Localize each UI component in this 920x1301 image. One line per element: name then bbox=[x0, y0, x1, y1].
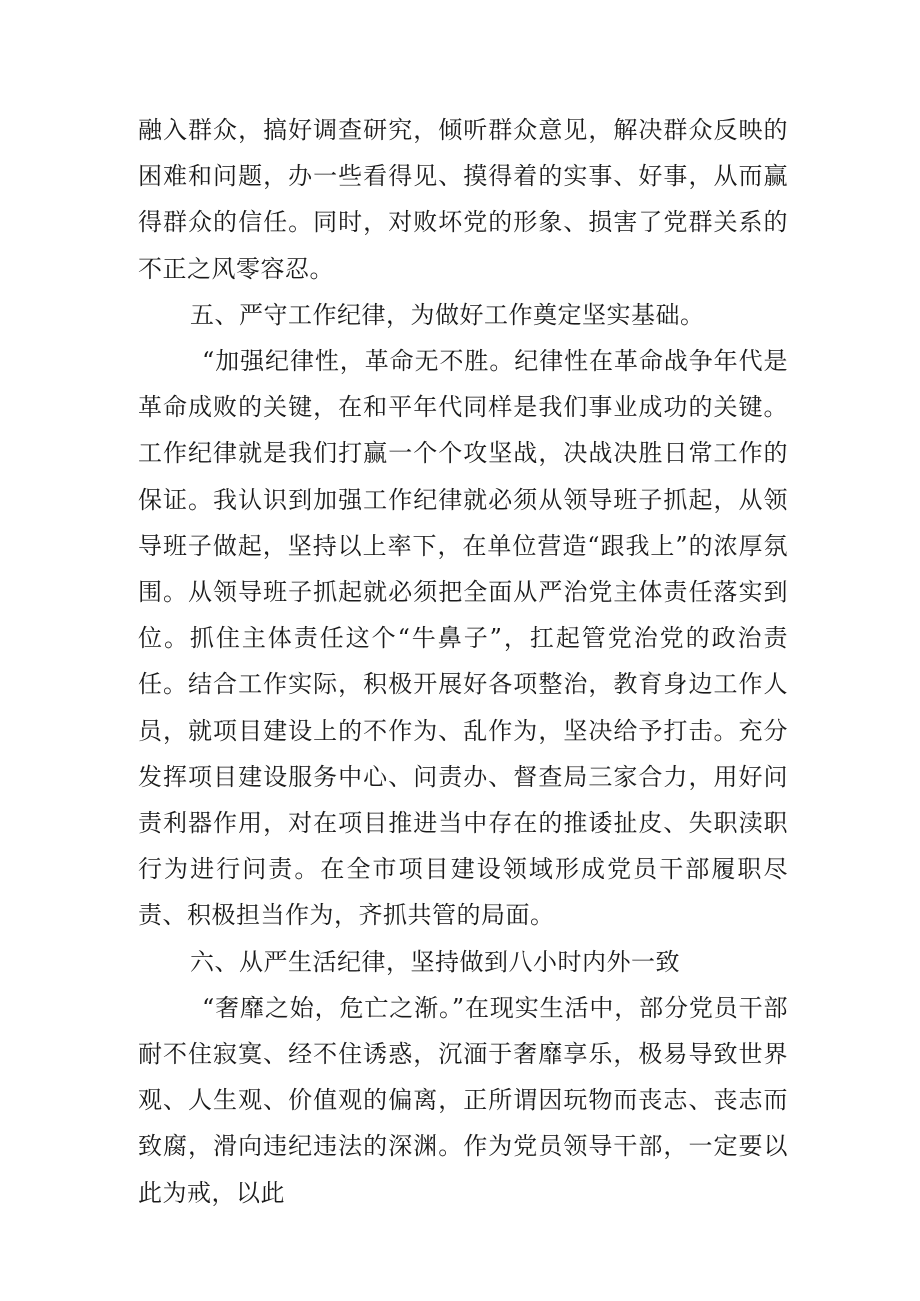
paragraph-work-discipline: “加强纪律性，革命无不胜。纪律性在革命战争年代是革命成败的关键，在和平年代同样是我们事业成功的关键。工作纪律就是我们打赢一个个攻坚战，决战决胜日常工作的保证。我认识到加强工作纪律就必须从领导班子抓起，从领导班子做起，坚持以上率下，在单位营造“跟我上”的浓厚氛围。从领导班子抓起就必须把全面从严治党主体责任落实到位。抓住主体责任这个“牛鼻子”，扛起管党治党的政治责任。结合工作实际，积极开展好各项整治，教育身边工作人员，就项目建设上的不作为、乱作为，坚决给予打击。充分发挥项目建设服务中心、问责办、督查局三家合力，用好问责利器作用，对在项目推进当中存在的推诿扯皮、失职渎职行为进行问责。在全市项目建设领域形成党员干部履职尽责、积极担当作为，齐抓共管的局面。 bbox=[138, 347, 788, 930]
document-body bbox=[138, 107, 788, 1216]
paragraph-life-discipline: “奢靡之始，危亡之渐。”在现实生活中，部分党员干部耐不住寂寞、经不住诱惑，沉湎于奢靡享乐，极易导致世界观、人生观、价值观的偏离，正所谓因玩物而丧志、丧志而致腐，滑向违纪违法的深渊。作为党员领导干部，一定要以此为戒，以此 bbox=[138, 993, 788, 1207]
heading-section-six: 六、从严生活纪律，坚持做到八小时内外一致 bbox=[190, 947, 680, 976]
heading-section-five: 五、严守工作纪律，为做好工作奠定坚实基础。 bbox=[190, 300, 705, 329]
paragraph-party-relations-continuation: 融入群众，搞好调查研究，倾听群众意见，解决群众反映的困难和问题，办一些看得见、摸得着的实事、好事，从而赢得群众的信任。同时，对败坏党的形象、损害了党群关系的不正之风零容忍。 bbox=[138, 116, 788, 283]
